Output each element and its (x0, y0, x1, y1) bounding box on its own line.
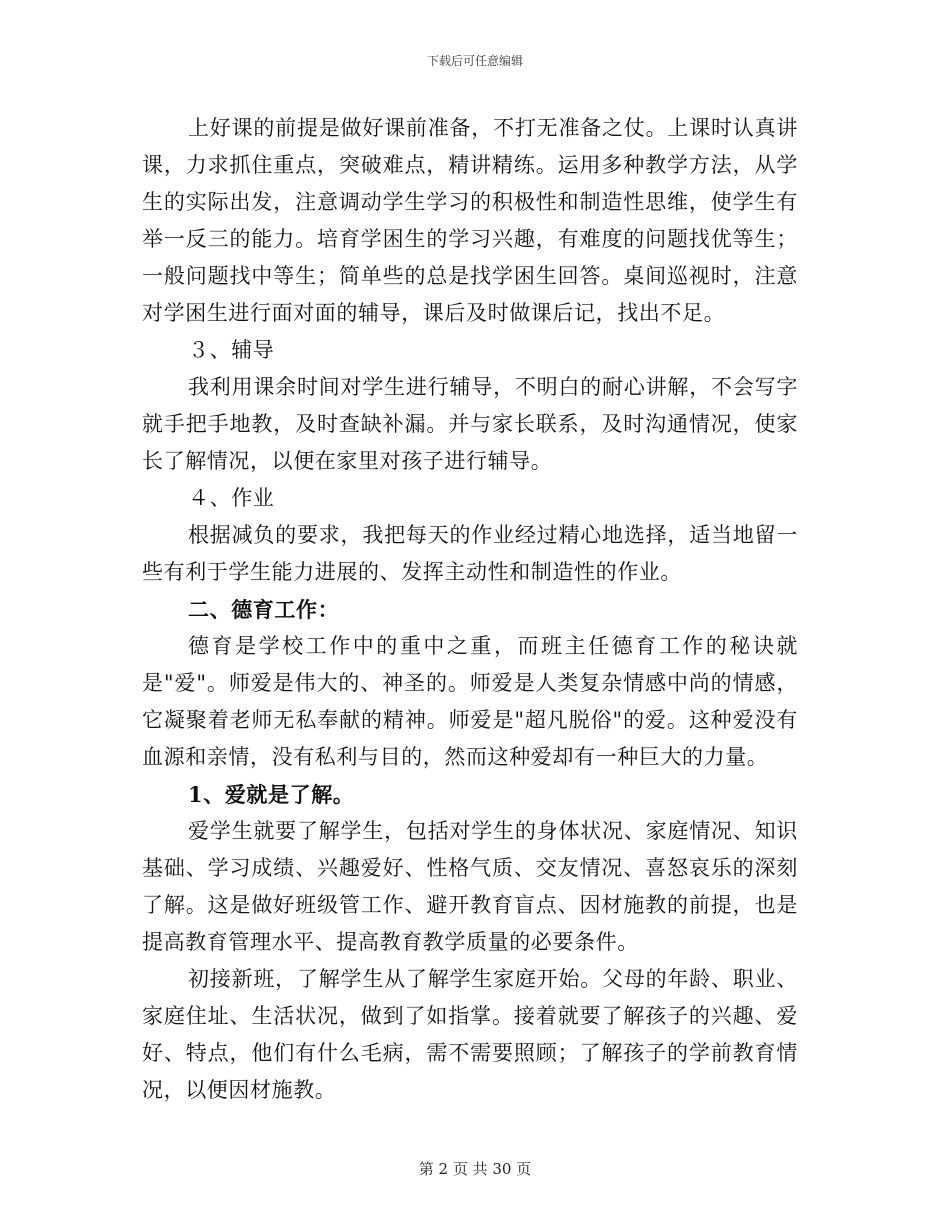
heading-love-is-understanding: 1、爱就是了解。 (188, 782, 355, 807)
heading-moral-education: 二、德育工作： (188, 597, 340, 622)
heading-homework: ４、作业 (188, 486, 275, 510)
document-body (142, 110, 798, 1109)
paragraph-moral-education: 德育是学校工作中的重中之重，而班主任德育工作的秘诀就是"爱"。师爱是伟大的、神圣的。师爱是人类复杂情感中尚的情感，它凝聚着老师无私奉献的精神。师爱是"超凡脱俗"的爱。这种爱没有血源和亲情，没有私利与目的，然而这种爱却有一种巨大的力量。 (142, 634, 798, 769)
paragraph-lesson-prep: 上好课的前提是做好课前准备，不打无准备之仗。上课时认真讲课，力求抓住重点，突破难点，精讲精练。运用多种教学方法，从学生的实际出发，注意调动学生学习的积极性和制造性思维，使学生有举一反三的能力。培育学困生的学习兴趣，有难度的问题找优等生；一般问题找中等生；简单些的总是找学困生回答。桌间巡视时，注意对学困生进行面对面的辅导，课后及时做课后记，找出不足。 (142, 116, 798, 325)
page-header: 下载后可任意编辑 (426, 54, 523, 68)
paragraph-new-class: 初接新班，了解学生从了解学生家庭开始。父母的年龄、职业、家庭住址、生活状况，做到了如指掌。接着就要了解孩子的兴趣、爱好、特点，他们有什么毛病，需不需要照顾；了解孩子的学前教育情况，以便因材施教。 (142, 967, 798, 1102)
paragraph-homework: 根据减负的要求，我把每天的作业经过精心地选择，适当地留一些有利于学生能力进展的、发挥主动性和制造性的作业。 (142, 523, 798, 584)
page-number: 第 2 页 共 30 页 (418, 1160, 532, 1178)
paragraph-tutoring: 我利用课余时间对学生进行辅导，不明白的耐心讲解，不会写字就手把手地教，及时查缺补漏。并与家长联系，及时沟通情况，使家长了解情况，以便在家里对孩子进行辅导。 (142, 375, 798, 473)
paragraph-understand-students: 爱学生就要了解学生，包括对学生的身体状况、家庭情况、知识基础、学习成绩、兴趣爱好、性格气质、交友情况、喜怒哀乐的深刻了解。这是做好班级管工作、避开教育盲点、因材施教的前提，也是提高教育管理水平、提高教育教学质量的必要条件。 (142, 819, 798, 954)
heading-tutoring: ３、辅导 (188, 338, 275, 362)
